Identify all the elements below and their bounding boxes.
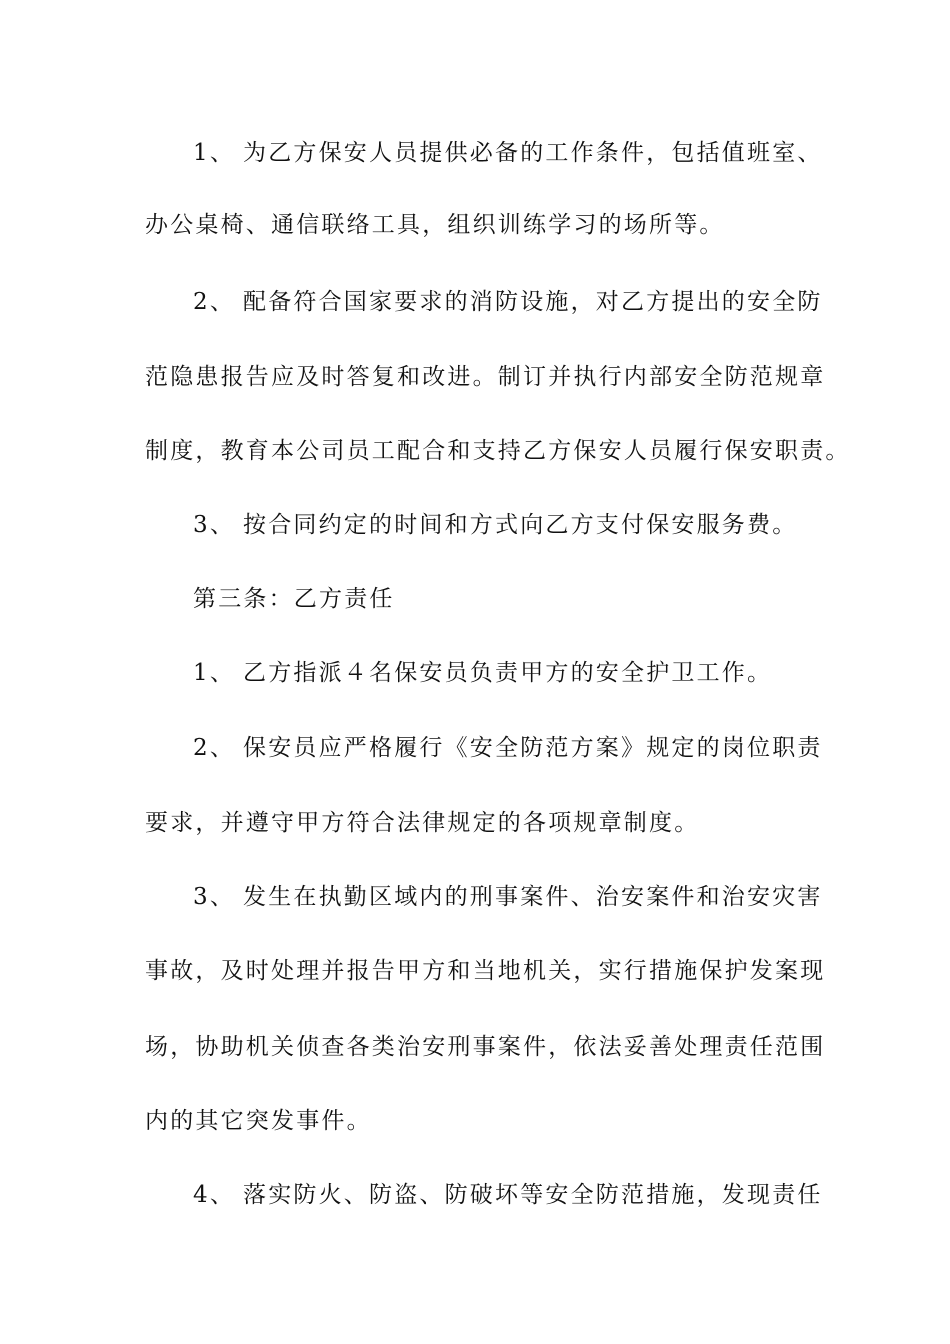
paragraph-line	[145, 210, 725, 240]
paragraph-line	[193, 658, 772, 688]
line-text: 保安员应严格履行《安全防范方案》规定的岗位职责	[243, 735, 823, 761]
item-number: 2、	[193, 735, 236, 761]
paragraph-line	[145, 1106, 372, 1136]
item-number: 4、	[193, 1182, 236, 1208]
item-number: 2、	[193, 289, 236, 315]
paragraph-line	[193, 510, 797, 540]
item-number: 3、	[193, 884, 236, 910]
item-number: 3、	[193, 512, 236, 538]
paragraph-line	[145, 1032, 825, 1062]
line-text: 要求，并遵守甲方符合法律规定的各项规章制度。	[145, 810, 700, 836]
line-text: 制度，教育本公司员工配合和支持乙方保安人员履行保安职责。	[145, 438, 851, 464]
paragraph-line	[145, 956, 825, 986]
line-text: 落实防火、防盗、防破坏等安全防范措施，发现责任	[243, 1182, 823, 1208]
line-text: 乙方指派４名保安员负责甲方的安全护卫工作。	[243, 660, 773, 686]
paragraph-line	[193, 1180, 823, 1210]
line-text: 发生在执勤区域内的刑事案件、治安案件和治安灾害	[243, 884, 823, 910]
item-number: 1、	[193, 660, 236, 686]
section-heading	[193, 584, 395, 614]
paragraph-line	[193, 882, 823, 912]
paragraph-line	[145, 808, 699, 838]
paragraph-line	[193, 138, 823, 168]
line-text: 场，协助机关侦查各类治安刑事案件，依法妥善处理责任范围	[145, 1034, 826, 1060]
line-text: 范隐患报告应及时答复和改进。制订并执行内部安全防范规章	[145, 364, 826, 390]
line-text: 办公桌椅、通信联络工具，组织训练学习的场所等。	[145, 212, 725, 238]
line-text: 内的其它突发事件。	[145, 1108, 372, 1134]
heading-text: 第三条：乙方责任	[193, 586, 395, 612]
paragraph-line	[193, 733, 823, 763]
item-number: 1、	[193, 140, 236, 166]
paragraph-line	[193, 287, 823, 317]
line-text: 按合同约定的时间和方式向乙方支付保安服务费。	[243, 512, 798, 538]
paragraph-line	[145, 436, 851, 466]
line-text: 配备符合国家要求的消防设施，对乙方提出的安全防	[243, 289, 823, 315]
line-text: 为乙方保安人员提供必备的工作条件，包括值班室、	[243, 140, 823, 166]
paragraph-line	[145, 362, 825, 392]
line-text: 事故，及时处理并报告甲方和当地机关，实行措施保护发案现	[145, 958, 826, 984]
